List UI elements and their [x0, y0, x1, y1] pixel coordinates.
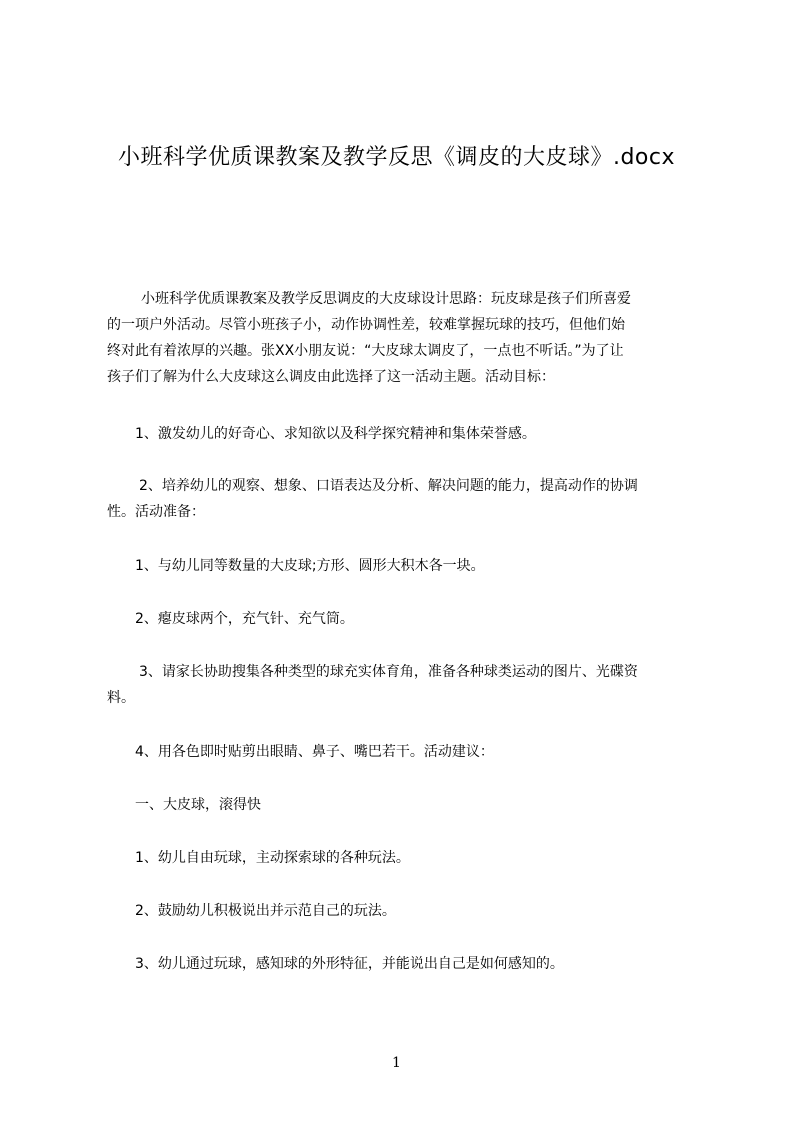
prep-item-1-text: 1、与幼儿同等数量的大皮球;方形、圆形大积木各一块。 [135, 558, 485, 574]
intro-paragraph [107, 286, 711, 390]
goal-item-2 [107, 473, 711, 525]
goal-item-2-text-cont: 性。活动准备： [107, 504, 205, 520]
intro-line: 的一项户外活动。尽管小班孩子小，动作协调性差，较难掌握玩球的技巧，但他们始 [107, 317, 625, 333]
step-item-1-text: 1、幼儿自由玩球，主动探索球的各种玩法。 [135, 850, 410, 866]
goal-item-1-text: 1、激发幼儿的好奇心、求知欲以及科学探究精神和集体荣誉感。 [135, 426, 536, 442]
step-item-3 [107, 951, 711, 977]
prep-item-1 [107, 553, 711, 579]
prep-item-3-text: 3、请家长协助搜集各种类型的球充实体育角，准备各种球类运动的图片、光碟资 [139, 664, 638, 680]
intro-line: 小班科学优质课教案及教学反思调皮的大皮球设计思路：玩皮球是孩子们所喜爱 [141, 291, 631, 307]
prep-item-3-text-cont: 料。 [107, 690, 135, 706]
section-heading-1 [107, 792, 711, 818]
prep-item-3 [107, 659, 711, 711]
intro-line: 孩子们了解为什么大皮球这么调皮由此选择了这一活动主题。活动目标： [107, 369, 555, 385]
intro-line: 终对此有着浓厚的兴趣。张XX小朋友说：“大皮球太调皮了，一点也不听话。”为了让 [107, 343, 624, 359]
goal-item-2-text: 2、培养幼儿的观察、想象、口语表达及分析、解决问题的能力，提高动作的协调 [139, 478, 638, 494]
step-item-2 [107, 898, 711, 924]
prep-item-4-text: 4、用各色即时贴剪出眼睛、鼻子、嘴巴若干。活动建议： [135, 744, 494, 760]
page-number: 1 [392, 1055, 401, 1071]
prep-item-2-text: 2、瘪皮球两个，充气针、充气筒。 [135, 611, 354, 627]
goal-item-1 [107, 421, 711, 447]
step-item-1 [107, 845, 711, 871]
document-title: 小班科学优质课教案及教学反思《调皮的大皮球》.docx [117, 145, 676, 170]
step-item-2-text: 2、鼓励幼儿积极说出并示范自己的玩法。 [135, 903, 396, 919]
section-heading-1-text: 一、大皮球，滚得快 [135, 797, 261, 813]
step-item-3-text: 3、幼儿通过玩球，感知球的外形特征，并能说出自己是如何感知的。 [135, 956, 564, 972]
prep-item-2 [107, 606, 711, 632]
prep-item-4 [107, 739, 711, 765]
